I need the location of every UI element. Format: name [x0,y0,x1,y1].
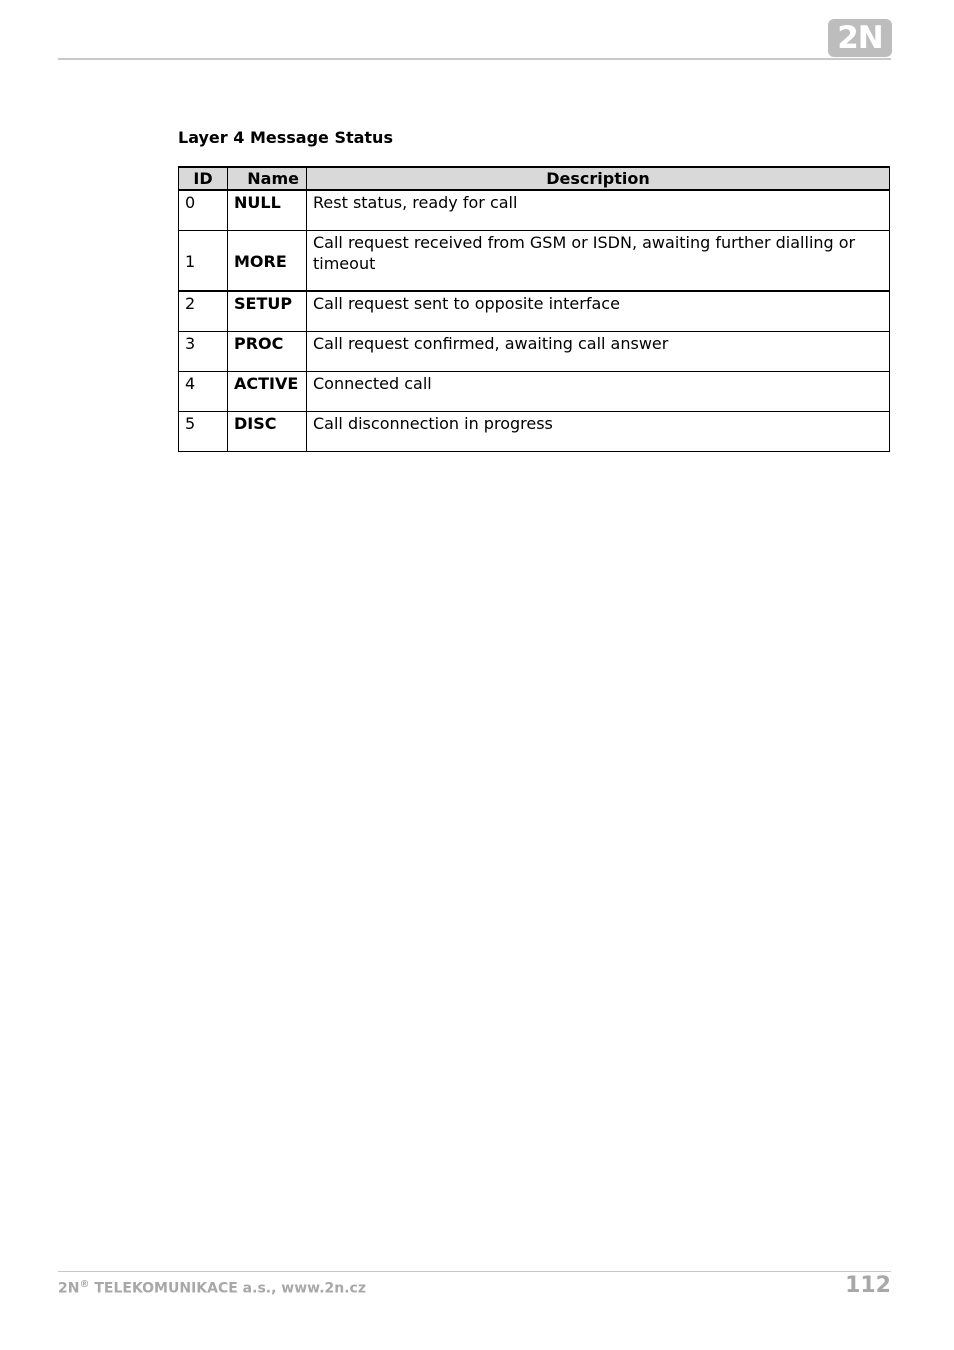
table-row [179,372,890,412]
brand-logo [828,19,892,57]
table-row [179,412,890,452]
cell-id: 4 [179,372,228,412]
section-title: Layer 4 Message Status [178,128,393,147]
table-row [179,332,890,372]
column-header-description: Description [307,167,890,190]
cell-name: MORE [228,231,307,292]
page-number: 112 [845,1273,891,1298]
table-row [179,291,890,332]
table-header-row [179,167,890,190]
table-row [179,231,890,292]
cell-name: ACTIVE [228,372,307,412]
logo-text: 2N [837,19,883,56]
header-divider [58,58,891,60]
footer-brand: 2N [58,1280,80,1297]
table-row [179,190,890,231]
cell-description: Rest status, ready for call [307,190,890,231]
cell-name: SETUP [228,291,307,332]
cell-description: Call request confirmed, awaiting call answer [307,332,890,372]
footer-company [58,1279,366,1297]
cell-id: 3 [179,332,228,372]
cell-name: DISC [228,412,307,452]
cell-id: 5 [179,412,228,452]
message-status-table [178,166,890,452]
footer-divider [58,1271,891,1272]
cell-description: Call request received from GSM or ISDN, awaiting further dialling or timeout [307,231,890,292]
cell-name: NULL [228,190,307,231]
cell-description: Call request sent to opposite interface [307,291,890,332]
registered-mark: ® [79,1279,90,1290]
cell-id: 0 [179,190,228,231]
cell-id: 2 [179,291,228,332]
column-header-id: ID [179,167,228,190]
footer-company-text: TELEKOMUNIKACE a.s., www.2n.cz [89,1280,366,1297]
cell-name: PROC [228,332,307,372]
cell-id: 1 [179,231,228,292]
cell-description: Call disconnection in progress [307,412,890,452]
column-header-name: Name [228,167,307,190]
cell-description: Connected call [307,372,890,412]
